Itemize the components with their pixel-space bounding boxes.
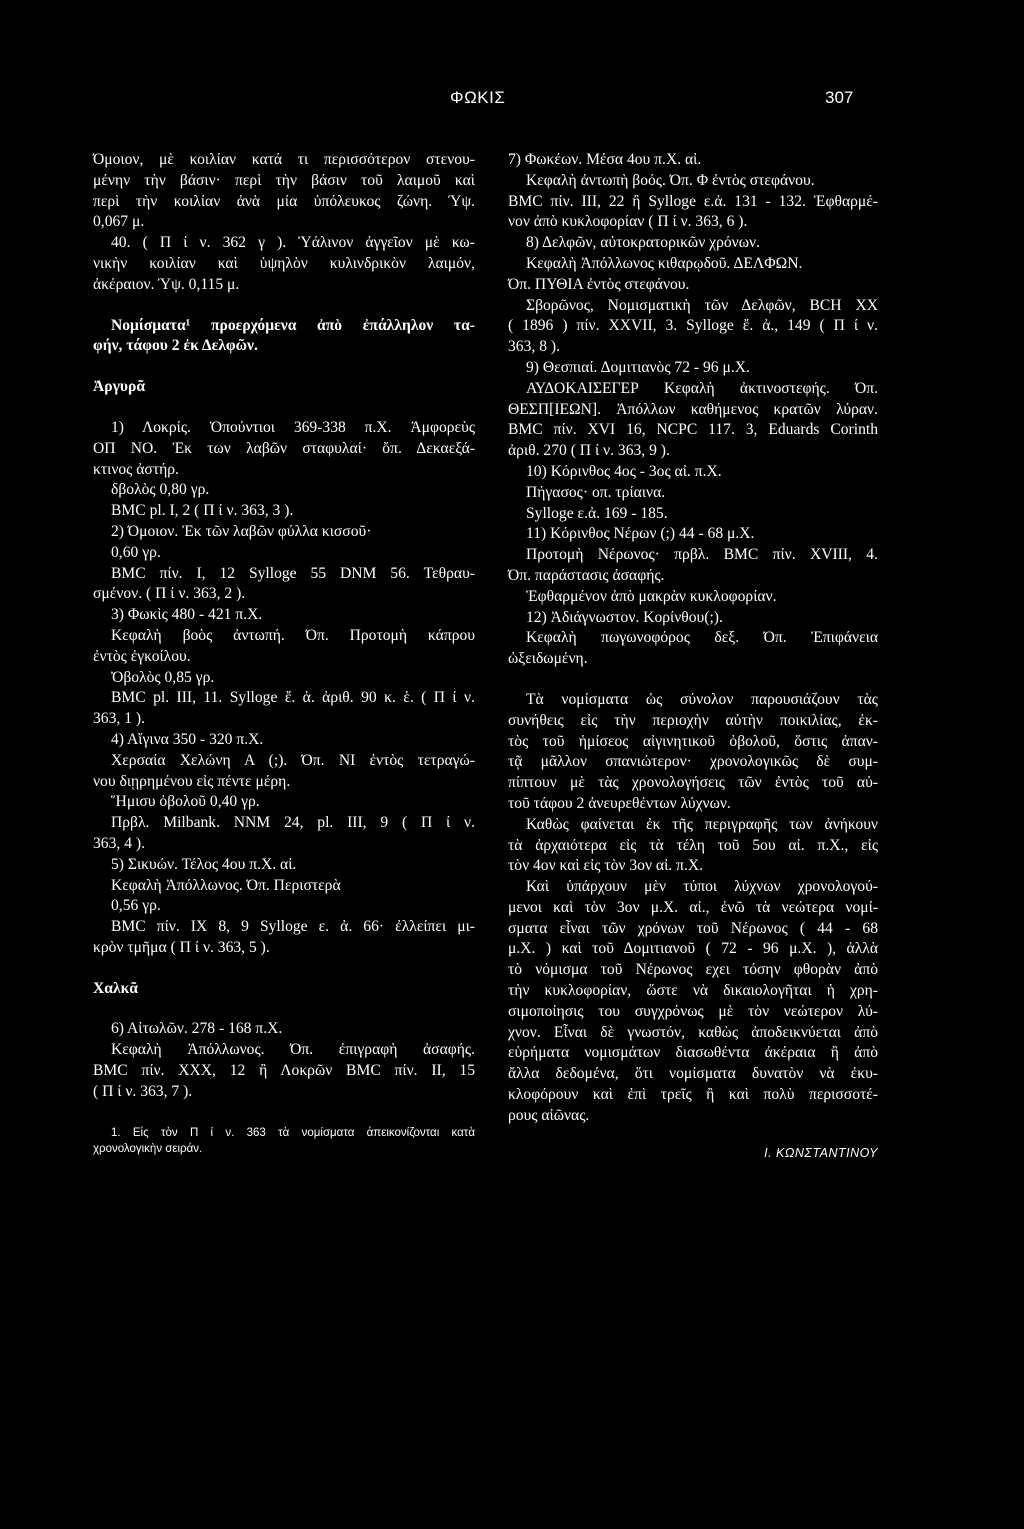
text-line: μενοι καὶ τὸν 3ον μ.Χ. αἰ., ἐνῶ τὰ νεώτερα νομί- bbox=[508, 898, 878, 916]
text-line: BMC πίν. I, 12 Sylloge 55 DNM 56. Τεθραυ- bbox=[111, 564, 475, 582]
text-line: σμένον. ( Π ί ν. 363, 2 ). bbox=[93, 585, 246, 603]
text-line: Πρβλ. Milbank. NNM 24, pl. III, 9 ( Π ί ν. bbox=[111, 814, 475, 832]
text-line: εὑρήματα νομισμάτων διασωθέντα ἀκέραια ἢ ἀπὸ bbox=[508, 1044, 878, 1062]
text-line: 363, 8 ). bbox=[508, 338, 560, 356]
text-line: 5) Σικυών. Τέλος 4ου π.Χ. αἰ. bbox=[111, 855, 297, 873]
text-line: σιμοποίησις του συγχρόνως μὲ τὸν νεώτερον λύ- bbox=[508, 1002, 878, 1020]
text-line: σματα εἶναι τῶν χρόνων τοῦ Νέρωνος ( 44 - 68 bbox=[508, 919, 878, 937]
text-line: μ.Χ. ) καὶ τοῦ Δομιτιανοῦ ( 72 - 96 μ.Χ. ), ἀλλὰ bbox=[508, 940, 878, 958]
text-line: 1) Λοκρίς. Ὀπούντιοι 369-338 π.Χ. Ἀμφορεὺς bbox=[111, 418, 475, 436]
text-line: ( Π ί ν. 363, 7 ). bbox=[93, 1082, 193, 1100]
text-line: 2) Όμοιον. Ἐκ τῶν λαβῶν φύλλα κισσοῦ· bbox=[111, 522, 372, 540]
text-line: BMC pl. I, 2 ( Π ί ν. 363, 3 ). bbox=[111, 502, 294, 520]
intro-block bbox=[93, 150, 475, 296]
running-title: ΦΩΚΙΣ bbox=[450, 88, 506, 107]
discussion-paragraph bbox=[508, 690, 878, 1127]
text-line: 9) Θεσπιαί. Δομιτιανὸς 72 - 96 μ.Χ. bbox=[526, 358, 750, 376]
text-line: Πήγασος· οπ. τρίαινα. bbox=[526, 483, 666, 501]
text-line: νον ἀπὸ κυκλοφορίαν ( Π ί ν. 363, 6 ). bbox=[508, 213, 748, 231]
text-line: ὠξειδωμένη. bbox=[508, 650, 588, 668]
text-line: ἀριθ. 270 ( Π ί ν. 363, 9 ). bbox=[508, 442, 670, 460]
text-line: 40. ( Π ί ν. 362 γ ). Ὑάλινον ἀγγεῖον μὲ κω- bbox=[111, 234, 475, 252]
text-line: ΘΕΣΠ[ΙΕΩΝ]. Ἀπόλλων καθήμενος κρατῶν λύραν. bbox=[508, 400, 878, 418]
text-line: 10) Κόρινθος 4ος - 3ος αἰ. π.Χ. bbox=[526, 462, 722, 480]
text-line: 0,60 γρ. bbox=[111, 543, 161, 561]
text-line: πίπτουν μὲ τὰς χρονολογήσεις τῶν ἐντὸς τοῦ αὐ- bbox=[508, 774, 878, 792]
text-line: κρὸν τμῆμα ( Π ί ν. 363, 5 ). bbox=[93, 938, 270, 956]
text-line: ρους αἰῶνας. bbox=[508, 1106, 590, 1124]
text-line: Όπ. ΠΥΘΙΑ ἐντὸς στεφάνου. bbox=[508, 275, 690, 293]
text-line: Καθὼς φαίνεται ἐκ τῆς περιγραφῆς των ἀνήκουν bbox=[526, 815, 878, 833]
author-signature: Ι. ΚΩΝΣΤΑΝΤΙΝΟΥ bbox=[764, 1145, 878, 1160]
text-line: κτινος ἀστήρ. bbox=[93, 460, 179, 478]
text-line: τοῦ τάφου 2 ἀνευρεθέντων λύχνων. bbox=[508, 794, 731, 812]
text-line: BMC πίν. IX 8, 9 Sylloge ε. ἀ. 66· ἐλλείπει μι- bbox=[111, 918, 475, 936]
text-line: ἄλλα δεδομένα, ὅτι νομίσματα δυνατὸν νὰ ἐκυ- bbox=[508, 1065, 878, 1083]
text-line: Τὰ νομίσματα ὡς σύνολον παρουσιάζουν τὰς bbox=[526, 690, 878, 708]
page-number: 307 bbox=[825, 88, 854, 107]
text-line: 8) Δελφῶν, αὐτοκρατορικῶν χρόνων. bbox=[526, 234, 760, 252]
text-line: Ἥμισυ ὀβολοῦ 0,40 γρ. bbox=[111, 793, 260, 811]
text-line: BMC πίν. III, 22 ἢ Sylloge ε.ἀ. 131 - 132. Ἐφθαρμέ- bbox=[508, 192, 878, 210]
text-line: Καὶ ὑπάρχουν μὲν τύποι λύχνων χρονολογού- bbox=[526, 878, 878, 896]
right-column bbox=[508, 150, 878, 1163]
text-line: BMC πίν. XVI 16, NCPC 117. 3, Eduards Corinth bbox=[508, 421, 878, 439]
text-line: 6) Αἰτωλῶν. 278 - 168 π.Χ. bbox=[111, 1020, 283, 1038]
text-line: κλοφόρουν καὶ ἐπὶ τρεῖς ἢ καὶ πολὺ περισσοτέ- bbox=[508, 1086, 878, 1104]
text-line: BMC πίν. XXX, 12 ἢ Λοκρῶν BMC πίν. II, 15 bbox=[93, 1062, 475, 1080]
text-line: Κεφαλὴ Ἀπόλλωνος κιθαρῳδοῦ. ΔΕΛΦΩΝ. bbox=[526, 254, 803, 272]
text-line: 7) Φωκέων. Μέσα 4ου π.Χ. αἰ. bbox=[508, 151, 702, 168]
text-line: BMC pl. III, 11. Sylloge ἔ. ἀ. ἀριθ. 90 κ. ἑ. ( Π ί ν. bbox=[111, 689, 475, 707]
text-line: Όμοιον, μὲ κοιλίαν κατά τι περισσότερον στενου- bbox=[93, 151, 475, 168]
text-line: 4) Αἴγινα 350 - 320 π.Χ. bbox=[111, 730, 264, 748]
text-line: περὶ τὴν κοιλίαν ἀνὰ μία ὑπόλευκος ζώνη. Ύψ. bbox=[93, 192, 475, 210]
text-line: τὸ νόμισμα τοῦ Νέρωνος εχει τόσην φθορὰν ἀπὸ bbox=[508, 961, 878, 979]
text-line: 363, 4 ). bbox=[93, 834, 145, 852]
silver-coins-block bbox=[93, 418, 475, 959]
coin-catalog-continued bbox=[508, 150, 878, 670]
text-line: μένην τὴν βάσιν· περὶ τὴν βάσιν τοῦ λαιμοῦ καὶ bbox=[93, 171, 475, 189]
text-line: ἐντὸς ἐγκοίλου. bbox=[93, 647, 191, 665]
text-line: ἀκέραιον. Ύψ. 0,115 μ. bbox=[93, 275, 240, 293]
text-line: νου διῃρημένου εἰς πέντε μέρη. bbox=[93, 772, 291, 790]
text-line: νικὴν κοιλίαν καὶ ὑψηλὸν κυλινδρικὸν λαιμόν, bbox=[93, 254, 475, 272]
text-line: τᾷ μᾶλλον σπανιώτερον· χρονολογικῶς δὲ συμ- bbox=[508, 753, 878, 771]
text-line: Sylloge ε.ἀ. 169 - 185. bbox=[526, 504, 668, 522]
footnote-line: χρονολογικὴν σειράν. bbox=[93, 1142, 203, 1155]
text-line: Κεφαλὴ ἀντωπὴ βοός. Όπ. Φ ἐντὸς στεφάνου. bbox=[526, 171, 815, 189]
text-line: ΑΥΔΟΚΑΙΣΕΓΕΡ Κεφαλὴ ἀκτινοστεφής. Όπ. bbox=[526, 379, 878, 397]
footnote bbox=[93, 1125, 475, 1157]
text-line: τὸν 4ον καὶ εἰς τὸν 3ον αἰ. π.Χ. bbox=[508, 857, 704, 875]
heading-line: Νομίσματα¹ προερχόμενα ἀπὸ ἐπάλληλον τα- bbox=[111, 316, 475, 334]
text-line: 12) Ἀδιάγνωστον. Κορίνθου(;). bbox=[526, 608, 723, 626]
text-line: ( 1896 ) πίν. XXVII, 3. Sylloge ἔ. ἀ., 149 ( Π ί ν. bbox=[508, 317, 878, 335]
text-line: Ἐφθαρμένον ἀπὸ μακρὰν κυκλοφορίαν. bbox=[526, 587, 777, 605]
text-line: ΟΠ ΝΟ. Ἐκ των λαβῶν σταφυλαί· ὄπ. Δεκαεξά- bbox=[93, 439, 475, 457]
text-line: 3) Φωκὶς 480 - 421 π.Χ. bbox=[111, 606, 263, 624]
bronze-heading: Χαλκᾶ bbox=[93, 979, 138, 997]
silver-heading: Ἀργυρᾶ bbox=[93, 378, 146, 396]
heading-line: φήν, τάφου 2 ἐκ Δελφῶν. bbox=[93, 337, 258, 355]
text-line: συνήθεις εἰς τὴν περιοχὴν αὐτὴν ποικιλίας, ἐκ- bbox=[508, 711, 878, 729]
bronze-coins-block bbox=[93, 1019, 475, 1102]
text-line: χνον. Εἶναι δὲ γνωστόν, καθὼς ἀποδεικνύεται ἀπὸ bbox=[508, 1023, 878, 1041]
page-header bbox=[0, 88, 1024, 112]
text-line: Ὀβολὸς 0,85 γρ. bbox=[111, 668, 215, 686]
text-line: Κεφαλὴ βοὸς ἀντωπή. Όπ. Προτομὴ κάπρου bbox=[111, 626, 475, 644]
footnote-line: 1. Εἰς τὸν Π ί ν. 363 τὰ νομίσματα ἀπεικονίζονται κατὰ bbox=[111, 1126, 475, 1139]
section-heading bbox=[93, 316, 475, 358]
text-line: Σβορῶνος, Νομισματικὴ τῶν Δελφῶν, BCH XX bbox=[526, 296, 878, 314]
text-line: τὸς τοῦ ἡμίσεος αἰγινητικοῦ ὀβολοῦ, ὅστις ἀπαν- bbox=[508, 732, 878, 750]
text-line: 11) Κόρινθος Νέρων (;) 44 - 68 μ.Χ. bbox=[526, 525, 755, 543]
text-line: Κεφαλὴ Ἀπόλλωνος. Όπ. Περιστερὰ bbox=[111, 876, 341, 894]
text-line: Χερσαία Χελώνη Α (;). Όπ. ΝΙ ἐντὸς τετραγώ- bbox=[111, 751, 475, 769]
text-line: Κεφαλὴ πωγωνοφόρος δεξ. Όπ. Ἐπιφάνεια bbox=[526, 629, 878, 647]
text-line: τὴν κυκλοφορίαν, ὥστε νὰ δικαιολογῆται ἡ χρη- bbox=[508, 982, 878, 1000]
text-line: τὰ ἀρχαιότερα εἰς τὰ τέλη τοῦ 5ου αἰ. π.Χ., εἰς bbox=[508, 836, 878, 854]
text-line: Κεφαλὴ Ἀπόλλωνος. Όπ. ἐπιγραφὴ ἀσαφής. bbox=[111, 1041, 475, 1059]
text-line: δβολὸς 0,80 γρ. bbox=[111, 481, 210, 499]
text-line: 363, 1 ). bbox=[93, 710, 145, 728]
text-line: 0,56 γρ. bbox=[111, 897, 161, 915]
left-column bbox=[93, 150, 475, 1157]
text-line: Όπ. παράστασις ἀσαφής. bbox=[508, 566, 665, 584]
text-line: 0,067 μ. bbox=[93, 213, 145, 231]
text-line: Προτομὴ Νέρωνος· πρβλ. BMC πίν. XVIII, 4. bbox=[526, 546, 878, 564]
